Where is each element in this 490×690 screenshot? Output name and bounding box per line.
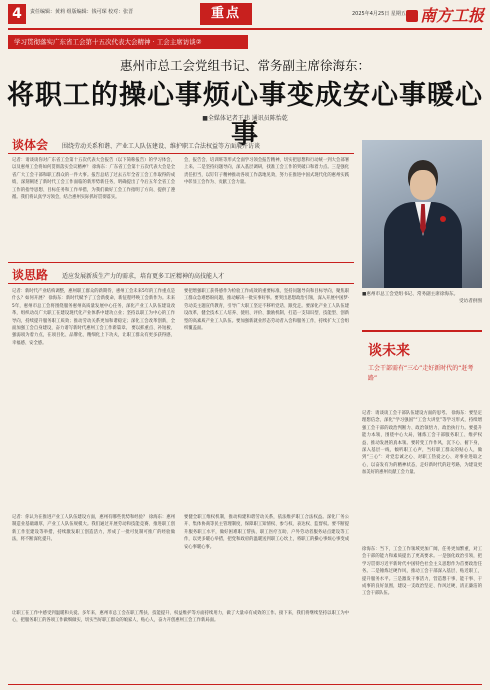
dateline: 2025年4月25日 星期五 [352,11,406,17]
header-rule [8,28,482,30]
pull-quote: 工会干部需有“三心”走好新时代的“赶考路” [368,365,474,382]
article-byline: ■全媒体记者王玮 通讯员陈怡乾 [202,115,288,122]
newspaper-name: 南方工报 [419,6,484,25]
article-column: 记者：请谈谈你对广东省工会第十五次代表大会报告（以下简称报告）的学习体会，以及惠州工会将如何贯彻落实会议精神？ 徐海东：广东省工会第十五次代表大会是全省广大工会干部和职工群众的一件大事。报告总结了过去五年全省工会工作取得的成绩，深刻阐述了新时代工会工作面临的新形势新任务，明确提出了今后五年全省工会工作的指导思想、目标任务和工作举措，为我们做好工会工作指明了方向、提供了遵循。我们将认真学习领会，结合惠州实际抓好贯彻落实。 [12,158,175,201]
article-column: 记者：新时代产业结构调整，惠州职工群众的新期待，惠州工会未来5年的工作重点是什么？如何开展？ 徐海东：新时代赋予了工会新使命，新征程呼唤工会新作为。未来5年，惠州市总工会将围绕服务惠州高质量发展中心任务，深化产业工人队伍建设改革，组织动员广大职工在建设现代化产业体系中建功立业；坚持以职工为中心的工作导向，持续提升服务职工质效；推动劳动关系更加和谐稳定；深化工会改革创新，全面加强工会自身建设，奋力谱写新时代惠州工会工作新篇章。 要以抓重点、补短板、强弱项为着力点，在项目化、品牌化、精细化上下功夫，让职工群众有更多获得感、幸福感、安全感。 [12,289,175,346]
article-column: 记者：请谈谈工会干部队伍建设方面的思考。 徐海东：要坚定理想信念，深化“学习强国”“工会大讲堂”等学习形式，持续增强工会干部的政治判断力、政治领悟力、政治执行力。要提升能力本领，围绕中心大局，锤炼工会干部服务职工、维护权益、推动发展的真本领。要转变工作作风，沉下心、俯下身，深入基层一线，倾听职工心声，当好职工群众的贴心人，做到“三心”：对党忠诚之心、对职工热爱之心、对事业进取之心，以奋发有为的精神状态，走好新时代的赶考路，为建设更加美好的惠州贡献工会力量。 [362,411,482,476]
article-column: 记者：你认为在推进产业工人队伍建设方面，惠州有哪些优势和经验？ 徐海东：惠州制造业基础雄厚，产业工人队伍规模大。我们通过开展劳动和技能竞赛、推进职工创新工作室建设等举措，持续激发职工创造活力，形成了一批可复制可推广的经验做法，将不断深化提升。 [12,515,175,543]
newspaper-logo [406,3,484,26]
logo-mark-icon [406,10,418,22]
section-tag: 重点 [200,3,252,25]
pull-quote-box [362,330,482,408]
section-divider [8,153,354,154]
series-banner: 学习贯彻落实广东省工会第十五次代表大会精神 · 工会主席访谈② [8,35,248,49]
section-divider [8,283,354,284]
section-divider [8,262,354,263]
page-number: 4 [8,4,26,24]
caption-text: ■惠州市总工会党组书记、常务副主席徐海东。 [362,292,459,297]
photo-caption [362,291,482,305]
section-subtitle-experience: 围绕劳动关系和谐、产业工人队伍建设、维护职工合法权益等方面展开访谈 [62,143,261,150]
article-column: 徐海东：当下，工会工作领域更加广阔，任务更加繁重，对工会干部的能力和素质提出了更高要求。一是强化政治引领，把学习贯彻习近平新时代中国特色社会主义思想作为首要政治任务。二是锤炼过硬作风，推动工会干部深入基层、贴近职工，提升服务水平。三是激发干事活力，营造想干事、能干事、干成事的良好氛围，建设一支政治坚定、作风过硬、清正廉洁的工会干部队伍。 [362,547,482,597]
article-column: 会，报告会、培训班等形式全面学习领会报告精神，切实把思想和行动统一到大会部署上来。二是坚持问题导向，深入基层调研，找准工会工作的突破口和着力点。三是强化责任担当，以钉钉子精神推动各项工作落地见效，努力在推进中国式现代化的惠州实践中彰显工会作为、贡献工会力量。 [184,158,349,186]
portrait-photo [362,140,482,288]
article-column: 要把增强职工获得感作为检验工作成效的重要标准，坚持问题导向和目标导向，聚焦职工群众急难愁盼问题，推动解决一批实事好事。要突出思想政治引领，深入开展中国梦·劳动美主题宣传教育，引导广大职工坚定不移听党话、跟党走。要深化产业工人队伍建设改革，健全技术工人培养、使用、评价、激励机制，打造一支知识型、技能型、创新型的高素质产业工人队伍。要加强新就业形态劳动者入会和服务工作，持续扩大工会组织覆盖面。 [184,289,349,332]
footer-rule [8,684,482,685]
article-column: 要健全职工维权机制，推动构建和谐劳动关系，依法维护职工合法权益。深化厂务公开、集体协商等民主管理制度，保障职工知情权、参与权、表达权、监督权。要不断提升服务职工水平，做好困难职工帮扶、职工医疗互助、户外劳动者服务站点建设等工作，以更多暖心举措，把党和政府的温暖送到职工心坎上，将职工的操心事烦心事变成安心事暖心事。 [184,515,349,550]
article-subhead: 惠州市总工会党组书记、常务副主席徐海东： [119,58,370,73]
editor-credits: 责任编辑：黄莉 组版编辑：钱可琛 校对：张晋 [30,9,134,15]
article-headline: 将职工的操心事烦心事变成安心事暖心事 [7,80,483,150]
column-title-future: 谈未来 [368,343,410,359]
photo-credit: 受访者供图 [459,299,482,304]
section-title-experience: 谈体会 [12,138,49,152]
section-subtitle-ideas: 适应发展新质生产力的需求，培育更多工匠精神的高技能人才 [62,273,225,280]
article-column: 让职工在工作中感受到温暖和关爱。多年来，惠州市总工会在职工帮扶、技能提升、权益维护等方面持续用力，做了大量卓有成效的工作。接下来，我们将继续坚持以职工为中心，把服务职工的各项工作做细做实，切实当好职工群众的娘家人、贴心人，奋力开创惠州工会工作新局面。 [12,611,349,624]
section-title-ideas: 谈思路 [12,268,49,282]
